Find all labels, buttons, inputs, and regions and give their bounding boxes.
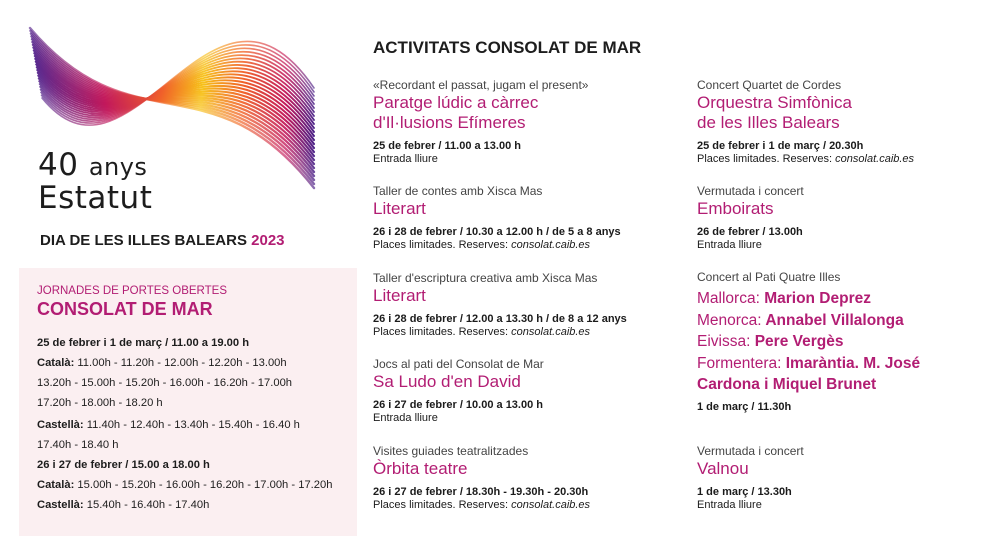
portes-title: CONSOLAT DE MAR — [37, 299, 213, 319]
performer-name: Cardona i Miquel Brunet — [697, 376, 877, 393]
event-category: Taller d'escriptura creativa amb Xisca Mas — [373, 271, 598, 285]
schedule-bold: 25 de febrer i 1 de març / 11.00 a 19.00 h — [37, 337, 250, 349]
activities-heading: ACTIVITATS CONSOLAT DE MAR — [373, 38, 642, 57]
event-category: Visites guiades teatralitzades — [373, 444, 529, 458]
performer-island: Menorca: — [697, 311, 762, 329]
schedule-bold: Català: — [37, 479, 75, 491]
schedule-line — [37, 419, 300, 431]
schedule-bold: Castellà: — [37, 419, 84, 431]
event-reservation-link: consolat.caib.es — [835, 153, 915, 165]
schedule-line — [37, 397, 163, 409]
performer-line — [697, 331, 1000, 353]
performer-list — [697, 288, 1000, 396]
schedule-bold: Català: — [37, 357, 75, 369]
performer-name: Marion Deprez — [759, 290, 871, 307]
performer-name: Pere Vergès — [750, 333, 844, 350]
event-note-text: Places limitades. Reserves: — [373, 239, 512, 251]
event-note-text: Entrada lliure — [373, 153, 438, 165]
event-item — [697, 184, 1000, 252]
schedule-line — [37, 357, 287, 369]
event-date: 26 de febrer / 13.00h — [697, 226, 803, 238]
event-note — [373, 412, 693, 425]
event-date: 26 i 28 de febrer / 10.30 a 12.00 h / de 5 a 8 anys — [373, 226, 621, 238]
schedule-line — [37, 337, 249, 349]
event-item — [373, 444, 693, 512]
event-note — [697, 499, 1000, 512]
event-note — [373, 153, 693, 166]
event-date: 25 de febrer i 1 de març / 20.30h — [697, 140, 864, 152]
event-name: Valnou — [697, 459, 749, 478]
event-name: Literart — [373, 286, 426, 305]
event-date: 26 i 28 de febrer / 12.00 a 13.30 h / de 8 a 12 anys — [373, 313, 627, 325]
event-item — [373, 271, 693, 339]
event-note — [697, 239, 1000, 252]
schedule-line — [37, 439, 119, 451]
logo-wordmark — [38, 147, 153, 216]
logo-number: 40 — [38, 147, 79, 183]
logo-word-anys: anys — [88, 153, 148, 181]
event-category: Vermutada i concert — [697, 444, 804, 458]
schedule-times: 11.40h - 12.40h - 13.40h - 15.40h - 16.40 h — [83, 419, 300, 431]
event-category: Vermutada i concert — [697, 184, 804, 198]
event-name-line2: d'Il·lusions Efímeres — [373, 113, 526, 132]
schedule-line — [37, 499, 209, 511]
schedule-times: 15.00h - 15.20h - 16.00h - 16.20h - 17.00h - 17.20h — [74, 479, 333, 491]
event-name: Sa Ludo d'en David — [373, 372, 521, 391]
event-name: Orquestra Simfònica — [697, 93, 852, 112]
event-note-text: Entrada lliure — [697, 499, 762, 511]
event-name-line2: de les Illes Balears — [697, 113, 840, 132]
event-name: Paratge lúdic a càrrec — [373, 93, 539, 112]
performer-island: Eivissa: — [697, 333, 751, 350]
event-note-text: Places limitades. Reserves: — [697, 153, 836, 165]
event-item — [373, 184, 693, 252]
schedule-bold: Castellà: — [37, 499, 84, 511]
event-note — [373, 239, 693, 252]
schedule-line — [37, 459, 210, 471]
event-item — [373, 78, 693, 166]
schedule-times: 17.40h - 18.40 h — [37, 439, 119, 451]
portes-subtitle: JORNADES DE PORTES OBERTES — [37, 285, 228, 297]
schedule-times: 17.20h - 18.00h - 18.20 h — [37, 397, 163, 409]
event-note-text: Entrada lliure — [373, 412, 438, 424]
performer-island: Mallorca: — [697, 290, 760, 307]
event-category: «Recordant el passat, jugam el present» — [373, 78, 589, 92]
dia-year: 2023 — [251, 232, 285, 249]
schedule-times: 13.20h - 15.00h - 15.20h - 16.00h - 16.20h - 17.00h — [37, 377, 293, 389]
schedule-line — [37, 377, 292, 389]
logo-word-estatut: Estatut — [38, 180, 153, 216]
event-name: Literart — [373, 199, 426, 218]
performer-line — [697, 353, 1000, 375]
event-note-text: Places limitades. Reserves: — [373, 326, 512, 338]
event-date: 1 de març / 11.30h — [697, 400, 792, 413]
event-note-text: Entrada lliure — [697, 239, 762, 251]
event-category: Taller de contes amb Xisca Mas — [373, 184, 543, 198]
event-category: Jocs al pati del Consolat de Mar — [373, 357, 544, 371]
performer-line — [697, 288, 1000, 310]
event-date: 26 i 27 de febrer / 18.30h - 19.30h - 20.30h — [373, 486, 589, 498]
performer-name: Imaràntia. M. José — [781, 354, 921, 372]
event-reservation-link: consolat.caib.es — [511, 239, 591, 251]
event-note — [697, 153, 1000, 166]
event-name: Emboirats — [697, 199, 774, 218]
event-reservation-link: consolat.caib.es — [511, 499, 591, 511]
performer-line — [697, 310, 1000, 332]
performer-island: Formentera: — [697, 354, 782, 372]
event-date: 26 i 27 de febrer / 10.00 a 13.00 h — [373, 399, 543, 411]
schedule-times: 15.40h - 16.40h - 17.40h — [83, 499, 210, 511]
event-pati-concert — [697, 270, 1000, 414]
event-date: 25 de febrer / 11.00 a 13.00 h — [373, 140, 521, 152]
event-note-text: Places limitades. Reserves: — [373, 499, 512, 511]
dia-title: DIA DE LES ILLES BALEARS 2023 — [40, 232, 285, 249]
event-item — [697, 444, 1000, 512]
schedule-line — [37, 479, 332, 491]
event-reservation-link: consolat.caib.es — [511, 326, 591, 338]
schedule-bold: 26 i 27 de febrer / 15.00 a 18.00 h — [37, 459, 210, 471]
event-item — [697, 78, 1000, 166]
event-category: Concert Quartet de Cordes — [697, 78, 842, 92]
event-date: 1 de març / 13.30h — [697, 486, 792, 498]
schedule-times: 11.00h - 11.20h - 12.00h - 12.20h - 13.00h — [74, 357, 287, 369]
event-category: Concert al Pati Quatre Illes — [697, 270, 841, 284]
event-name: Òrbita teatre — [373, 459, 468, 478]
event-item — [373, 357, 693, 425]
performer-name: Annabel Villalonga — [761, 311, 904, 329]
event-note — [373, 499, 693, 512]
event-note — [373, 326, 693, 339]
performer-line — [697, 374, 1000, 396]
